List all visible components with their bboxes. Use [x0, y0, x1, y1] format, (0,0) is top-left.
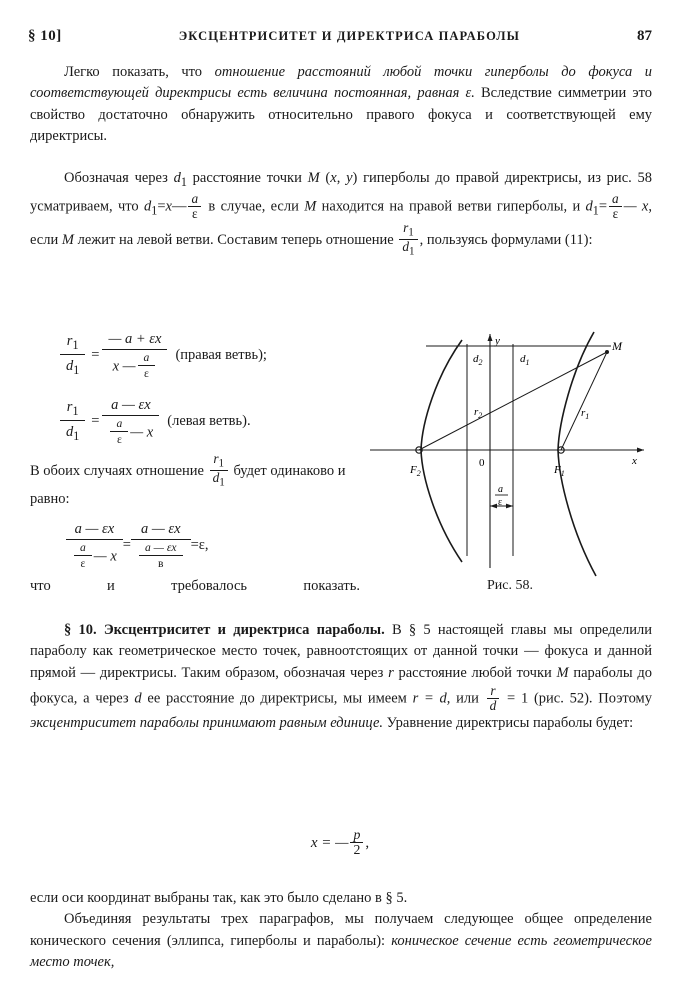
display-eq-lhs: x = —	[310, 834, 349, 851]
section-10-paragraph	[30, 620, 652, 735]
formula-right-branch	[30, 330, 360, 380]
final-frac-2	[131, 520, 191, 570]
label-d1: $d_1$	[520, 353, 530, 367]
sect-text-g: Уравнение директрисы параболы будет:	[383, 715, 634, 732]
frac-den: 2	[350, 842, 363, 857]
both-cases-line	[30, 452, 350, 511]
nested-fraction-2	[139, 542, 183, 570]
equals-2: =	[190, 536, 199, 553]
frac-num-var: r	[213, 451, 219, 466]
para2-text-g: находится на правой ветви гиперболы, и	[316, 198, 586, 215]
lhs-r1-over-d1	[60, 332, 85, 378]
qed-word-2: и	[107, 578, 115, 594]
rhs-fraction-2	[102, 396, 159, 446]
equals-1: =	[122, 536, 131, 553]
frac-den-var: d	[212, 470, 220, 486]
var-y: y	[346, 170, 353, 186]
rhs-den-left: x —	[112, 358, 136, 375]
qed-word-4: показать.	[303, 578, 360, 594]
sect-text-b: расстояние любой точки	[393, 664, 557, 681]
formula-block	[30, 330, 360, 462]
lhs-num: r	[66, 333, 73, 350]
label-F1: $F_1$	[554, 464, 565, 478]
sect-text-f: (рис. 52). Поэтому	[528, 690, 652, 707]
frac-num: a	[612, 190, 619, 206]
final-frac-1	[66, 520, 123, 570]
lhs-den: d	[66, 424, 74, 441]
lhs-den: d	[66, 358, 74, 375]
rhs-num: — a + εx	[108, 331, 162, 347]
final-f1-num: a — εx	[74, 521, 115, 537]
lhs-den-sub: 1	[73, 429, 80, 444]
var-d: d	[173, 170, 181, 186]
label-r2: $r_2$	[474, 406, 483, 420]
nested-den: ε	[138, 365, 156, 380]
section-marker: § 10]	[28, 28, 62, 44]
sect-text-c: параболы до фокуса, а через	[30, 664, 652, 707]
hyperbola-left-branch	[421, 340, 462, 562]
frac-num: r	[490, 683, 496, 699]
measure-arrow-left	[490, 504, 497, 509]
running-title: ЭКСЦЕНТРИСИТЕТ И ДИРЕКТРИСА ПАРАБОЛЫ	[178, 29, 521, 43]
para2-text-b: расстояние точки	[186, 170, 308, 186]
sect-text-a: В § 5 настоящей главы мы определили параболу как геометрическое место точек, равноотстоящих от данной точки — фокуса и данной прямой — директрисы. Таким образом, обозначая через	[30, 622, 652, 681]
var-d-sub: 1	[180, 174, 187, 189]
hyperbola-diagram	[366, 318, 654, 598]
frac-den: d	[487, 698, 500, 713]
nested-fraction	[74, 542, 92, 570]
eq2-lhs-sub: 1	[592, 203, 599, 218]
paragraph-1	[30, 62, 652, 148]
eq-r-equals-d: r = d	[412, 690, 447, 707]
nested-den: ε	[110, 431, 128, 446]
nested-num: a	[80, 541, 86, 555]
rhs-den-right: — x	[130, 425, 154, 442]
qed-word-1: что	[30, 578, 51, 594]
nested-fraction	[110, 418, 128, 446]
directrix-equation	[0, 828, 680, 858]
eq2-lhs: d	[585, 198, 593, 215]
sect-text-italic: эксцентриситет параболы принимают равным единице.	[30, 715, 384, 732]
sect-text-e: , или	[446, 690, 485, 707]
fraction-r1-over-d1-2	[210, 452, 228, 489]
var-d-2: d	[134, 690, 142, 707]
frac-num-sub: 1	[218, 457, 225, 470]
qed-line	[30, 578, 360, 595]
var-M-4: M	[556, 664, 569, 681]
para2-text-d: ,	[336, 170, 347, 186]
final-f2-num: a — εx	[140, 521, 181, 537]
label-F2: $F_2$	[410, 464, 421, 478]
y-axis-arrow	[488, 334, 493, 341]
paragraph-2	[30, 168, 652, 258]
nested-den: ε	[74, 555, 92, 570]
frac-den-sub: 1	[219, 476, 225, 489]
para1-text-italic: отношение расстояний любой точки гиперболы до фокуса и соответствующей директрисы есть величина постоянная, равная ε.	[30, 64, 652, 102]
equals-sign: =	[91, 412, 100, 429]
figure-58	[366, 318, 654, 598]
final-result: ε,	[198, 536, 209, 553]
tail-paragraphs	[30, 888, 652, 974]
fraction-a-over-eps-1	[188, 192, 201, 221]
both-cases-text-a: В обоих случаях отношение	[30, 462, 208, 479]
eq2-eq: =	[598, 198, 608, 215]
para1-text-b: Вследствие симметрии это свойство достаточно обнаружить относительно правого фокуса и соответствующей ему директрисы.	[30, 85, 652, 145]
label-y-axis: y	[495, 335, 500, 347]
var-x: x	[330, 170, 337, 186]
sect-text-d: ее расстояние до директрисы, мы имеем	[141, 690, 413, 707]
label-a-over-eps-den: ε	[498, 497, 503, 508]
fraction-a-over-eps-2	[609, 192, 622, 221]
sect-eq-one: = 1	[501, 690, 529, 707]
label-point-M: M	[612, 339, 622, 353]
para2-text-c: (	[319, 170, 331, 186]
frac-den-sub: 1	[409, 245, 415, 258]
fraction-r-over-d	[487, 684, 500, 713]
para2-text-f: в случае, если	[203, 198, 305, 215]
var-r: r	[388, 664, 394, 681]
tail-text-a: Объединяя результаты трех параграфов, мы получаем следующее общее определение конического сечения (эллипса, гиперболы и параболы):	[30, 911, 652, 949]
lhs-num-sub: 1	[72, 338, 79, 353]
hyperbola-right-branch	[558, 332, 596, 576]
frac-num: p	[353, 827, 361, 842]
label-d2: $d_2$	[473, 353, 483, 367]
formula-note: (правая ветвь);	[175, 346, 267, 363]
frac-den-var: d	[402, 238, 410, 254]
eq2-minus-x: — x	[623, 198, 649, 215]
para2-text-j: , пользуясь формулами (11):	[419, 231, 593, 248]
display-eq-comma: ,	[365, 834, 370, 851]
nested-num: a	[143, 351, 150, 365]
para2-text-a: Обозначая через	[64, 170, 174, 186]
var-M: M	[307, 170, 320, 186]
para2-text-i: лежит на левой ветви. Составим теперь отношение	[73, 231, 398, 248]
label-x-axis: x	[632, 455, 637, 467]
label-r1: $r_1$	[581, 407, 590, 421]
frac-num-sub: 1	[408, 226, 414, 239]
x-axis-arrow	[637, 448, 644, 453]
final-f1-den-right: — x	[93, 548, 117, 565]
para2-text-h: , если	[30, 198, 652, 248]
var-M-2: M	[304, 198, 317, 215]
tail-text-italic: коническое сечение есть геометрическое место точек,	[30, 932, 652, 971]
fraction-r1-over-d1-inline	[399, 221, 417, 258]
page-number: 87	[637, 28, 652, 44]
var-M-3: M	[61, 231, 74, 248]
label-origin: 0	[479, 457, 485, 469]
eq1-x: x	[165, 198, 172, 215]
lhs-num-sub: 1	[72, 404, 79, 419]
radius-r1	[561, 352, 607, 450]
tail-line-1: если оси координат выбраны так, как это было сделано в § 5.	[30, 890, 408, 906]
lhs-num: r	[66, 399, 73, 416]
equals-sign: =	[91, 346, 100, 363]
nested-num: a — εx	[144, 541, 177, 555]
label-a-over-eps-num: a	[498, 484, 503, 495]
para2-text-e: ) гиперболы до правой директрисы, из рис. 58 усматриваем, что	[30, 170, 652, 215]
lhs-r1-over-d1-2	[60, 398, 85, 444]
eq1-lhs: d	[144, 198, 152, 215]
nested-den: в	[139, 555, 183, 570]
frac-num: a	[191, 190, 199, 206]
formula-left-branch	[30, 396, 360, 446]
rhs-num: a — εx	[111, 397, 151, 414]
frac-den: ε	[609, 206, 622, 221]
rhs-fraction	[102, 330, 167, 380]
formula-note-2: (левая ветвь).	[167, 412, 251, 429]
qed-word-3: требовалось	[171, 578, 248, 594]
tail-paragraph-2	[30, 909, 652, 973]
both-cases-text-b: будет одинаково и равно:	[30, 462, 346, 508]
nested-num: a	[116, 417, 123, 431]
page-header	[28, 28, 652, 48]
nested-fraction	[138, 352, 156, 380]
frac-num-var: r	[403, 219, 409, 235]
eq1-eq: =	[157, 198, 166, 215]
eq1-lhs-sub: 1	[151, 203, 158, 218]
frac-den: ε	[188, 206, 201, 221]
eq1-minus: —	[171, 198, 187, 215]
measure-arrow-right	[506, 504, 513, 509]
fraction-p-over-2	[350, 828, 363, 858]
lhs-den-sub: 1	[73, 363, 80, 377]
figure-caption: Рис. 58.	[487, 578, 533, 593]
para1-text-a: Легко показать, что	[64, 64, 215, 80]
final-equality	[66, 520, 208, 570]
section-10-heading: § 10. Эксцентриситет и директриса параболы.	[64, 622, 385, 638]
